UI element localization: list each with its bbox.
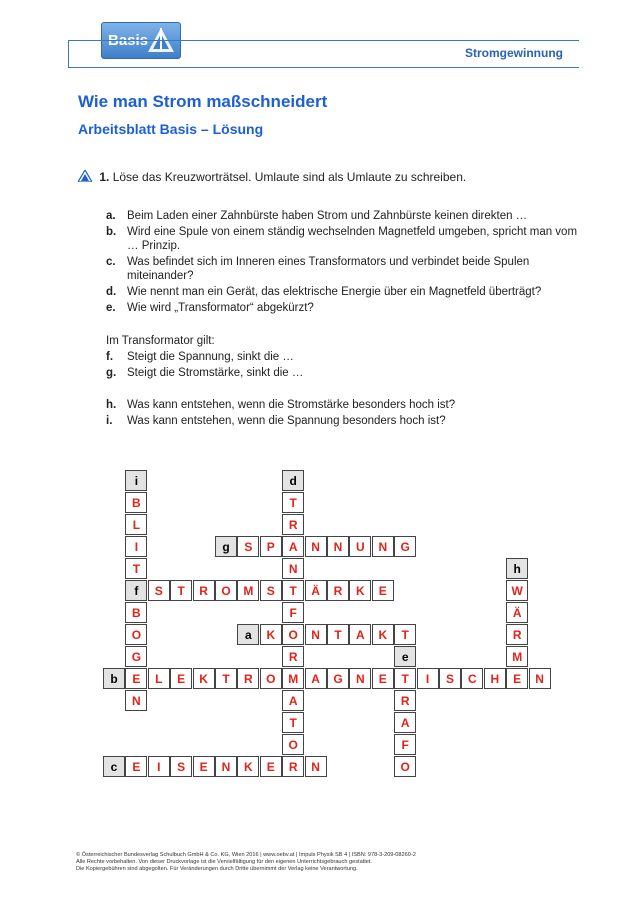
crossword-cell[interactable]: N: [215, 756, 237, 777]
crossword-cell[interactable]: T: [215, 668, 237, 689]
crossword-cell[interactable]: K: [349, 580, 371, 601]
question-text: Was kann entstehen, wenn die Spannung besonders hoch ist?: [127, 415, 446, 427]
crossword-cell[interactable]: R: [193, 580, 215, 601]
crossword-cell[interactable]: E: [125, 756, 147, 777]
question-letter: b.: [106, 226, 117, 238]
page-title: Wie man Strom maßschneidert: [78, 92, 328, 111]
question-item: [106, 366, 587, 380]
crossword-cell[interactable]: B: [125, 492, 147, 513]
crossword-cell[interactable]: N: [305, 536, 327, 557]
question-item: [106, 225, 587, 253]
crossword-cell[interactable]: M: [282, 668, 304, 689]
crossword-cell[interactable]: H: [484, 668, 506, 689]
crossword-cell[interactable]: O: [282, 624, 304, 645]
footer-line: © Österreichischer Bundesverlag Schulbuch GmbH & Co. KG, Wien 2016 | www.oebv.at | Impuls Physik SB 4 | ISBN: 978-3-209-08260-2: [76, 852, 416, 858]
crossword-cell[interactable]: S: [148, 580, 170, 601]
question-text: Wird eine Spule von einem ständig wechselnden Magnetfeld umgeben, spricht man vom … Prinzip.: [127, 226, 578, 252]
footer-copyright: [76, 852, 556, 873]
question-text: Was kann entstehen, wenn die Stromstärke besonders hoch ist?: [127, 399, 456, 411]
crossword-cell[interactable]: L: [148, 668, 170, 689]
crossword-cell[interactable]: B: [125, 602, 147, 623]
crossword-cell[interactable]: N: [529, 668, 551, 689]
crossword-cell[interactable]: Ä: [506, 602, 528, 623]
crossword-cell[interactable]: S: [237, 536, 259, 557]
question-item: [106, 301, 587, 315]
crossword-cell[interactable]: M: [506, 646, 528, 667]
question-text: Wie nennt man ein Gerät, das elektrische Energie über ein Magnetfeld überträgt?: [127, 286, 542, 298]
footer-line: Alle Rechte vorbehalten. Von dieser Druckvorlage ist die Vervielfältigung für den eigenen Unterrichtsgebrauch gestattet.: [76, 859, 373, 865]
crossword-cell[interactable]: N: [305, 756, 327, 777]
crossword-cell[interactable]: M: [237, 580, 259, 601]
crossword-cell[interactable]: O: [260, 668, 282, 689]
crossword-cell[interactable]: O: [125, 624, 147, 645]
crossword-cell[interactable]: T: [170, 580, 192, 601]
task-instruction: [78, 170, 466, 184]
question-item: [106, 350, 587, 364]
crossword-cell[interactable]: O: [282, 734, 304, 755]
clue-cell-f: f: [125, 580, 147, 601]
clue-cell-c: c: [103, 756, 125, 777]
crossword-cell[interactable]: E: [260, 756, 282, 777]
crossword-cell[interactable]: N: [327, 536, 349, 557]
crossword-cell[interactable]: Ä: [305, 580, 327, 601]
crossword-cell[interactable]: G: [394, 536, 416, 557]
question-item: [106, 398, 587, 412]
crossword-cell[interactable]: E: [125, 668, 147, 689]
crossword-cell[interactable]: S: [260, 580, 282, 601]
clue-cell-d: d: [282, 470, 304, 491]
question-text: Wie wird „Transformator“ abgekürzt?: [127, 302, 314, 314]
clue-cell-a: a: [237, 624, 259, 645]
question-text: Steigt die Spannung, sinkt die …: [127, 351, 294, 363]
question-text: Was befindet sich im Inneren eines Transformators und verbindet beide Spulen miteinander?: [127, 256, 530, 282]
difficulty-icon: [78, 170, 92, 182]
crossword-cell[interactable]: T: [125, 558, 147, 579]
crossword-cell[interactable]: E: [170, 668, 192, 689]
crossword-cell[interactable]: N: [305, 624, 327, 645]
crossword-cell[interactable]: I: [148, 756, 170, 777]
topic-label: Stromgewinnung: [465, 46, 563, 60]
question-list-c: [106, 398, 587, 430]
task-number: 1.: [99, 170, 110, 184]
crossword-cell[interactable]: E: [193, 756, 215, 777]
crossword-cell[interactable]: R: [282, 646, 304, 667]
question-item: [106, 285, 587, 299]
crossword-cell[interactable]: N: [372, 536, 394, 557]
crossword-cell[interactable]: A: [394, 712, 416, 733]
crossword-cell[interactable]: N: [125, 690, 147, 711]
crossword-cell[interactable]: A: [282, 690, 304, 711]
crossword-cell[interactable]: F: [282, 602, 304, 623]
clue-cell-g: g: [215, 536, 237, 557]
question-letter: f.: [106, 351, 114, 363]
crossword-cell[interactable]: O: [215, 580, 237, 601]
crossword-cell[interactable]: R: [394, 690, 416, 711]
footer-line: Die Kopiergebühren sind abgegolten. Für Veränderungen durch Dritte übernimmt der Verlag keine Verantwortung.: [76, 866, 358, 872]
question-letter: e.: [106, 302, 116, 314]
crossword-cell[interactable]: I: [125, 536, 147, 557]
crossword-cell[interactable]: R: [506, 624, 528, 645]
task-text: Löse das Kreuzworträtsel. Umlaute sind als Umlaute zu schreiben.: [112, 170, 467, 184]
question-list-a: [106, 209, 587, 317]
crossword-cell[interactable]: T: [282, 712, 304, 733]
crossword-cell[interactable]: G: [327, 668, 349, 689]
crossword-cell[interactable]: K: [372, 624, 394, 645]
clue-cell-b: b: [103, 668, 125, 689]
crossword-cell[interactable]: A: [349, 624, 371, 645]
clue-cell-e: e: [394, 646, 416, 667]
crossword-cell[interactable]: K: [193, 668, 215, 689]
crossword-cell[interactable]: A: [282, 536, 304, 557]
crossword-cell[interactable]: K: [237, 756, 259, 777]
clue-cell-h: h: [506, 558, 528, 579]
crossword-cell[interactable]: N: [349, 668, 371, 689]
question-text: Steigt die Stromstärke, sinkt die …: [127, 367, 304, 379]
crossword-cell[interactable]: R: [282, 756, 304, 777]
transformer-intro: Im Transformator gilt:: [106, 335, 215, 347]
question-letter: g.: [106, 367, 117, 379]
crossword-cell[interactable]: W: [506, 580, 528, 601]
crossword-cell[interactable]: C: [461, 668, 483, 689]
clue-cell-i: i: [125, 470, 147, 491]
question-item: [106, 414, 587, 428]
question-item: [106, 209, 587, 223]
crossword-cell[interactable]: E: [372, 668, 394, 689]
logo-text: Basis: [108, 32, 149, 49]
crossword-cell[interactable]: E: [506, 668, 528, 689]
crossword-cell[interactable]: G: [125, 646, 147, 667]
crossword-cell[interactable]: P: [260, 536, 282, 557]
question-letter: h.: [106, 399, 117, 411]
page-subtitle: Arbeitsblatt Basis – Lösung: [78, 121, 264, 137]
crossword-cell[interactable]: R: [327, 580, 349, 601]
crossword-cell[interactable]: R: [237, 668, 259, 689]
crossword-cell[interactable]: N: [282, 558, 304, 579]
crossword-cell[interactable]: R: [282, 514, 304, 535]
crossword-cell[interactable]: S: [170, 756, 192, 777]
question-list-b: [106, 350, 587, 382]
question-letter: a.: [106, 210, 116, 222]
crossword-cell[interactable]: A: [305, 668, 327, 689]
question-letter: d.: [106, 286, 117, 298]
crossword-cell[interactable]: T: [282, 580, 304, 601]
question-item: [106, 255, 587, 283]
crossword-cell[interactable]: E: [372, 580, 394, 601]
crossword-cell[interactable]: T: [394, 668, 416, 689]
crossword-cell[interactable]: O: [394, 756, 416, 777]
question-letter: i.: [106, 415, 113, 427]
question-letter: c.: [106, 256, 116, 268]
crossword-cell[interactable]: U: [349, 536, 371, 557]
crossword-cell[interactable]: T: [327, 624, 349, 645]
crossword-cell[interactable]: T: [394, 624, 416, 645]
crossword-cell[interactable]: K: [260, 624, 282, 645]
crossword-cell[interactable]: T: [282, 492, 304, 513]
crossword-cell[interactable]: L: [125, 514, 147, 535]
crossword-cell[interactable]: I: [417, 668, 439, 689]
question-text: Beim Laden einer Zahnbürste haben Strom und Zahnbürste keinen direkten …: [127, 210, 528, 222]
crossword-cell[interactable]: S: [439, 668, 461, 689]
crossword-cell[interactable]: F: [394, 734, 416, 755]
